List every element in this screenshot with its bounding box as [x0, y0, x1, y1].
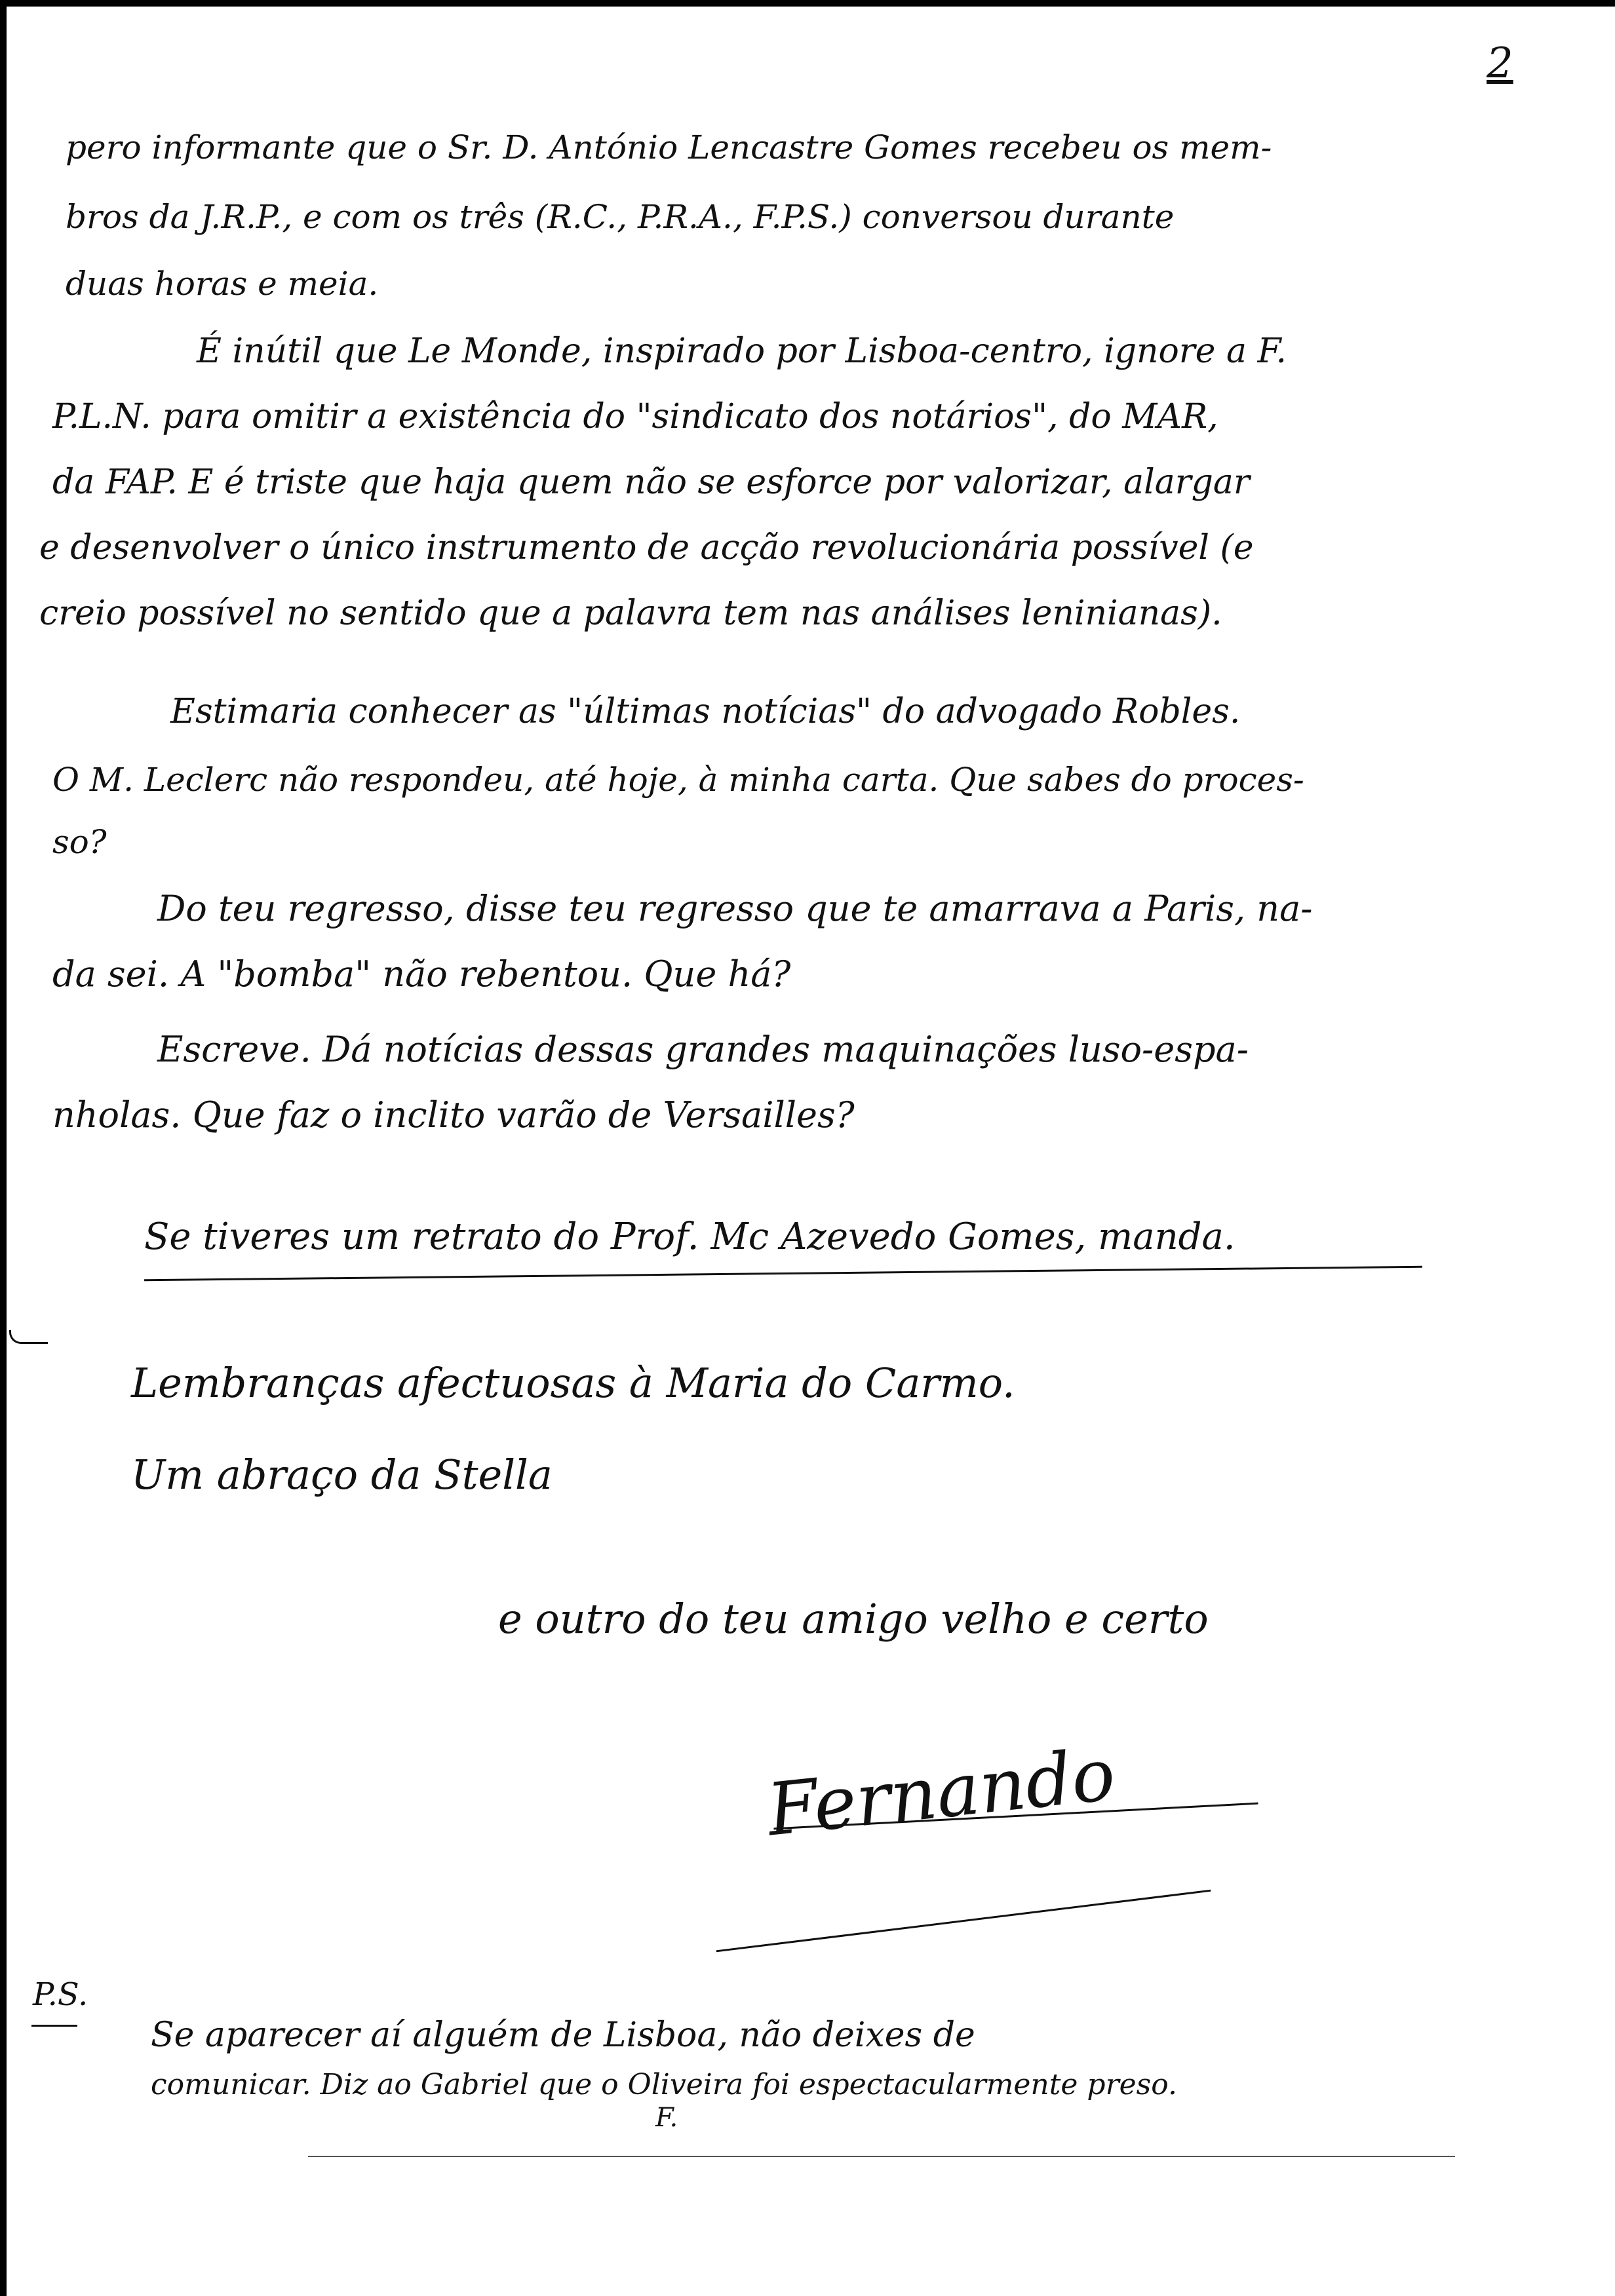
letter-line-12: Do teu regresso, disse teu regresso que te amarrava a Paris, na- — [157, 888, 1313, 929]
letter-line-13: da sei. A "bomba" não rebentou. Que há? — [52, 953, 791, 995]
request-line: Se tiveres um retrato do Prof. Mc Azevedo Gomes, manda. — [144, 1215, 1236, 1258]
bottom-rule — [308, 2156, 1455, 2157]
letter-line-8: creio possível no sentido que a palavra tem nas análises leninianas). — [39, 594, 1222, 633]
letter-line-6: da FAP. E é triste que haja quem não se esforce por valorizar, alargar — [52, 463, 1250, 502]
letter-line-4: É inútil que Le Monde, inspirado por Lisboa-centro, ignore a F. — [197, 332, 1287, 371]
letter-line-14: Escreve. Dá notícias dessas grandes maquinações luso-espa- — [157, 1029, 1249, 1070]
request-underline — [144, 1266, 1422, 1281]
signature-stroke-2 — [716, 1890, 1211, 1953]
letter-line-11: so? — [52, 823, 107, 861]
letter-line-10: O M. Leclerc não respondeu, até hoje, à minha carta. Que sabes do proces- — [52, 761, 1304, 799]
letter-line-15: nholas. Que faz o inclito varão de Versailles? — [52, 1094, 855, 1136]
letter-line-2: bros da J.R.P., e com os três (R.C., P.R.A., F.P.S.) conversou durante — [66, 198, 1175, 236]
page-border-top — [0, 0, 1615, 7]
postscript-line-1: Se aparecer aí alguém de Lisboa, não deixes de — [151, 2016, 975, 2055]
letter-line-9: Estimaria conhecer as "últimas notícias" do advogado Robles. — [170, 692, 1241, 731]
closing-line-2: Um abraço da Stella — [131, 1451, 553, 1499]
closing-line-3: e outro do teu amigo velho e certo — [498, 1595, 1209, 1643]
postscript-note: F. — [655, 2103, 678, 2133]
letter-line-7: e desenvolver o único instrumento de acção revolucionária possível (e — [39, 528, 1254, 567]
postscript-line-2: comunicar. Diz ao Gabriel que o Oliveira foi espectacularmente preso. — [151, 2068, 1177, 2101]
closing-line-1: Lembranças afectuosas à Maria do Carmo. — [131, 1359, 1015, 1407]
letter-line-3: duas horas e meia. — [66, 265, 379, 303]
letter-line-1: pero informante que o Sr. D. António Lencastre Gomes recebeu os mem- — [66, 128, 1272, 166]
page-border-left — [0, 0, 7, 2296]
postscript-label-underline — [31, 2025, 77, 2027]
signature: Fernando — [763, 1732, 1119, 1852]
margin-mark — [9, 1330, 48, 1344]
letter-line-5: P.L.N. para omitir a existência do "sindicato dos notários", do MAR, — [52, 397, 1218, 436]
postscript-label: P.S. — [33, 1976, 88, 2013]
page-number: 2 — [1487, 39, 1513, 88]
